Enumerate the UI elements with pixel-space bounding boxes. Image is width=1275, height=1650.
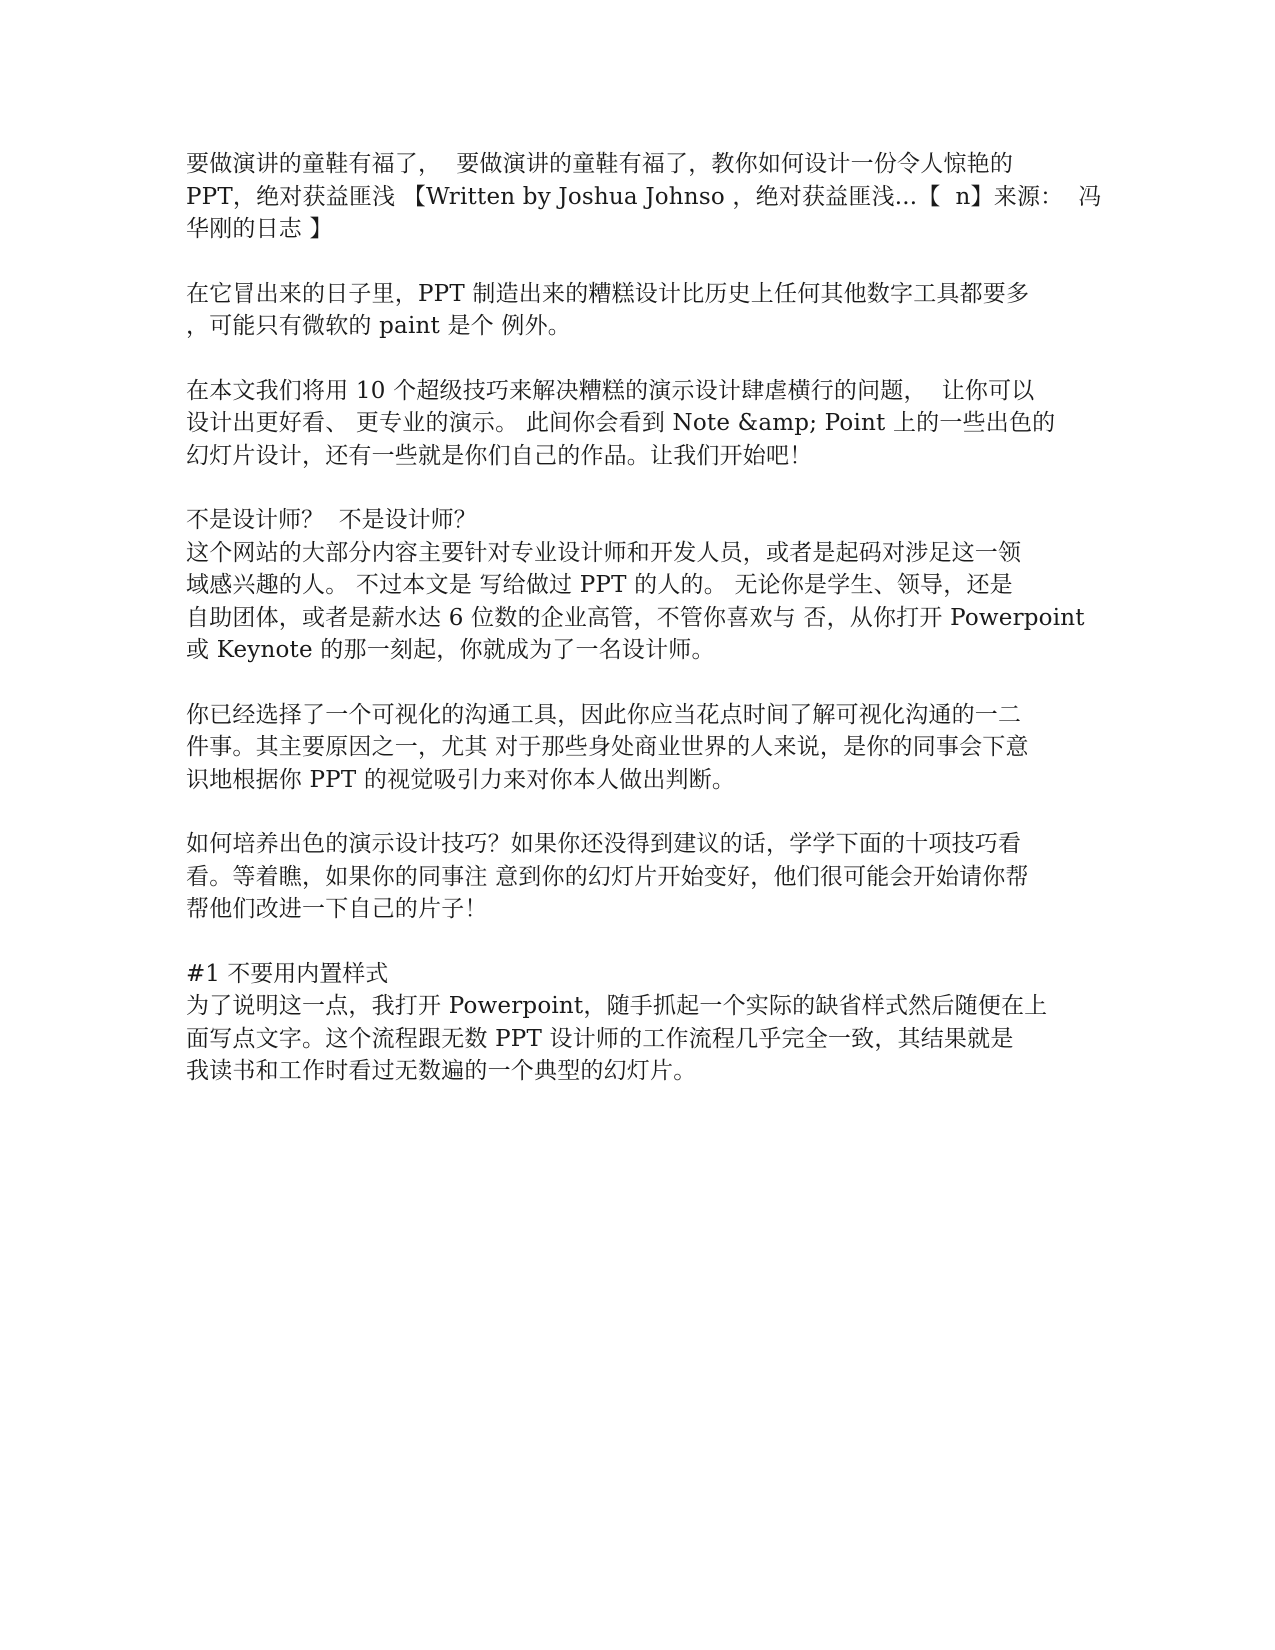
text-line: 这个网站的大部分内容主要针对专业设计师和开发人员，或者是起码对涉足这一领	[186, 539, 1022, 566]
text-line: 如何培养出色的演示设计技巧？如果你还没得到建议的话，学学下面的十项技巧看	[186, 831, 1022, 857]
text-line: PPT，绝对获益匪浅 【Written by Joshua Johnso ，绝对获益匪浅...【 n】来源： 冯	[186, 183, 1102, 210]
text-line: 为了说明这一点，我打开 Powerpoint，随手抓起一个实际的缺省样式然后随便在上	[186, 993, 1048, 1019]
text-line: 自助团体，或者是薪水达 6 位数的企业高管，不管你喜欢与 否，从你打开 Powerpoint	[186, 604, 1085, 631]
paragraph-intro	[186, 148, 1106, 246]
text-line: ，可能只有微软的 paint 是个 例外。	[186, 313, 571, 339]
text-line: 或 Keynote 的那一刻起，你就成为了一名设计师。	[186, 637, 715, 663]
text-line: 看。等着瞧，如果你的同事注 意到你的幻灯片开始变好，他们很可能会开始请你帮	[186, 863, 1029, 890]
paragraph-visual-communication	[186, 699, 1106, 797]
section-heading: #1 不要用内置样式	[186, 960, 389, 987]
text-line: 帮他们改进一下自己的片子！	[186, 896, 488, 922]
text-line: 我读书和工作时看过无数遍的一个典型的幻灯片。	[186, 1058, 697, 1084]
document-page	[186, 148, 1106, 1120]
paragraph-tip-1	[186, 958, 1106, 1088]
paragraph-history	[186, 278, 1106, 343]
text-line: 华刚的日志 】	[186, 216, 333, 242]
text-line: 件事。其主要原因之一，尤其 对于那些身处商业世界的人来说，是你的同事会下意	[186, 734, 1029, 760]
text-line: 面写点文字。这个流程跟无数 PPT 设计师的工作流程几乎完全一致，其结果就是	[186, 1025, 1014, 1052]
text-line: 域感兴趣的人。 不过本文是 写给做过 PPT 的人的。 无论你是学生、领导，还是	[186, 572, 1013, 598]
text-line: 幻灯片设计，还有一些就是你们自己的作品。让我们开始吧！	[186, 442, 813, 469]
text-line: 你已经选择了一个可视化的沟通工具，因此你应当花点时间了解可视化沟通的一二	[186, 701, 1022, 728]
text-line: 在本文我们将用 10 个超级技巧来解决糟糕的演示设计肆虐横行的问题， 让你可以	[186, 377, 1035, 404]
section-heading: 不是设计师？ 不是设计师？	[186, 507, 477, 533]
paragraph-develop-skills	[186, 828, 1106, 926]
text-line: 识地根据你 PPT 的视觉吸引力来对你本人做出判断。	[186, 766, 736, 793]
paragraph-tips-overview	[186, 375, 1106, 473]
text-line: 在它冒出来的日子里，PPT 制造出来的糟糕设计比历史上任何其他数字工具都要多	[186, 280, 1030, 307]
paragraph-not-designer	[186, 504, 1106, 667]
text-line: 要做演讲的童鞋有福了， 要做演讲的童鞋有福了，教你如何设计一份令人惊艳的	[186, 151, 1014, 177]
text-line: 设计出更好看、 更专业的演示。 此间你会看到 Note &amp; Point 上的一些出色的	[186, 410, 1056, 436]
